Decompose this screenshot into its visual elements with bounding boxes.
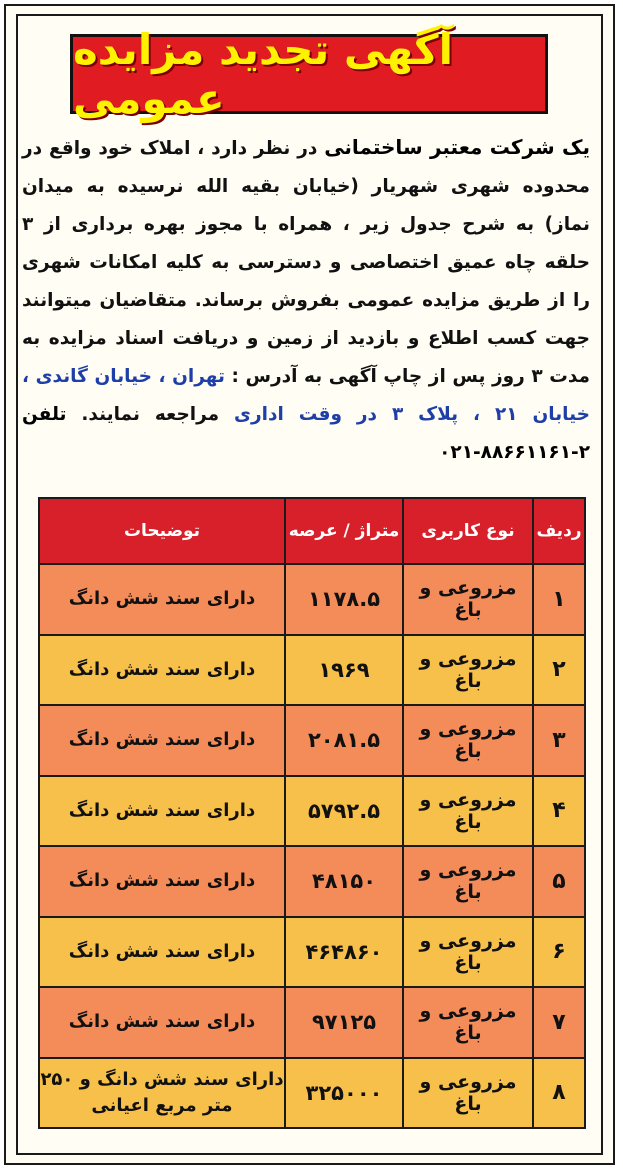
usage-type: مزروعی و باغ [402,918,532,987]
area-value: ۱۱۷۸.۵ [284,565,402,634]
description: دارای سند شش دانگ [68,658,256,680]
row-number: ۶ [532,918,584,987]
row-number: ۱ [532,565,584,634]
title-banner [70,25,548,123]
property-table [38,497,586,1129]
page-title: آگهی تجدید مزایده عمومی [73,25,453,123]
table-row [40,563,584,634]
area-value: ۴۶۴۸۶۰ [284,918,402,987]
phone-text: تلفن ۲-۸۸۶۶۱۱۶۱-۰۲۱ [22,404,590,463]
refer-text: مراجعه نمایند. [66,404,235,425]
area-value: ۵۷۹۲.۵ [284,777,402,846]
company-name: یک شرکت معتبر ساختمانی [324,135,590,159]
table-row [40,916,584,987]
area-value: ۴۸۱۵۰ [284,847,402,916]
header-row-number: ردیف [532,499,584,563]
description: دارای سند شش دانگ [68,1011,256,1033]
row-number: ۴ [532,777,584,846]
row-number: ۸ [532,1059,584,1128]
address-text: تهران ، خیابان گاندی ، خیابان ۲۱ ، پلاک ۳ [22,366,590,425]
table-row [40,775,584,846]
announcement-text [22,128,590,472]
table-row [40,986,584,1057]
row-number: ۵ [532,847,584,916]
usage-type: مزروعی و باغ [402,777,532,846]
usage-type: مزروعی و باغ [402,988,532,1057]
header-area: متراژ / عرصه [284,499,402,563]
area-value: ۳۲۵۰۰۰ [284,1059,402,1128]
row-number: ۷ [532,988,584,1057]
description: دارای سند شش دانگ و ۲۵۰ متر مربع اعیانی [40,1068,284,1116]
table-row [40,1057,584,1128]
description: دارای سند شش دانگ [68,729,256,751]
usage-type: مزروعی و باغ [402,1059,532,1128]
area-value: ۲۰۸۱.۵ [284,706,402,775]
usage-type: مزروعی و باغ [402,565,532,634]
usage-type: مزروعی و باغ [402,636,532,705]
description: دارای سند شش دانگ [68,588,256,610]
header-usage-type: نوع کاربری [402,499,532,563]
office-hours-text: در وقت اداری [234,404,392,425]
table-row [40,634,584,705]
description: دارای سند شش دانگ [68,940,256,962]
usage-type: مزروعی و باغ [402,706,532,775]
announcement-body: در نظر دارد ، املاک خود واقع در محدوده شهری شهریار (خیابان بقیه الله نرسیده به میدان نماز) به شرح جدول زیر ، همراه با مجوز بهره برداری از ۳ حلقه چاه عمیق اختصاصی و دسترسی به کلیه امکانات شهری را از طریق مزایده عمومی بفروش برساند. متقاضیان میتوانند جهت کسب اطلاع و بازدید از زمین و دریافت اسناد مزایده به مدت ۳ روز پس از چاپ آگهی به آدرس : [22,138,590,387]
table-header-row [40,499,584,563]
usage-type: مزروعی و باغ [402,847,532,916]
table-row [40,704,584,775]
description: دارای سند شش دانگ [68,870,256,892]
row-number: ۲ [532,636,584,705]
area-value: ۹۷۱۲۵ [284,988,402,1057]
area-value: ۱۹۶۹ [284,636,402,705]
description: دارای سند شش دانگ [68,799,256,821]
header-description: توضیحات [123,521,201,541]
row-number: ۳ [532,706,584,775]
table-row [40,845,584,916]
